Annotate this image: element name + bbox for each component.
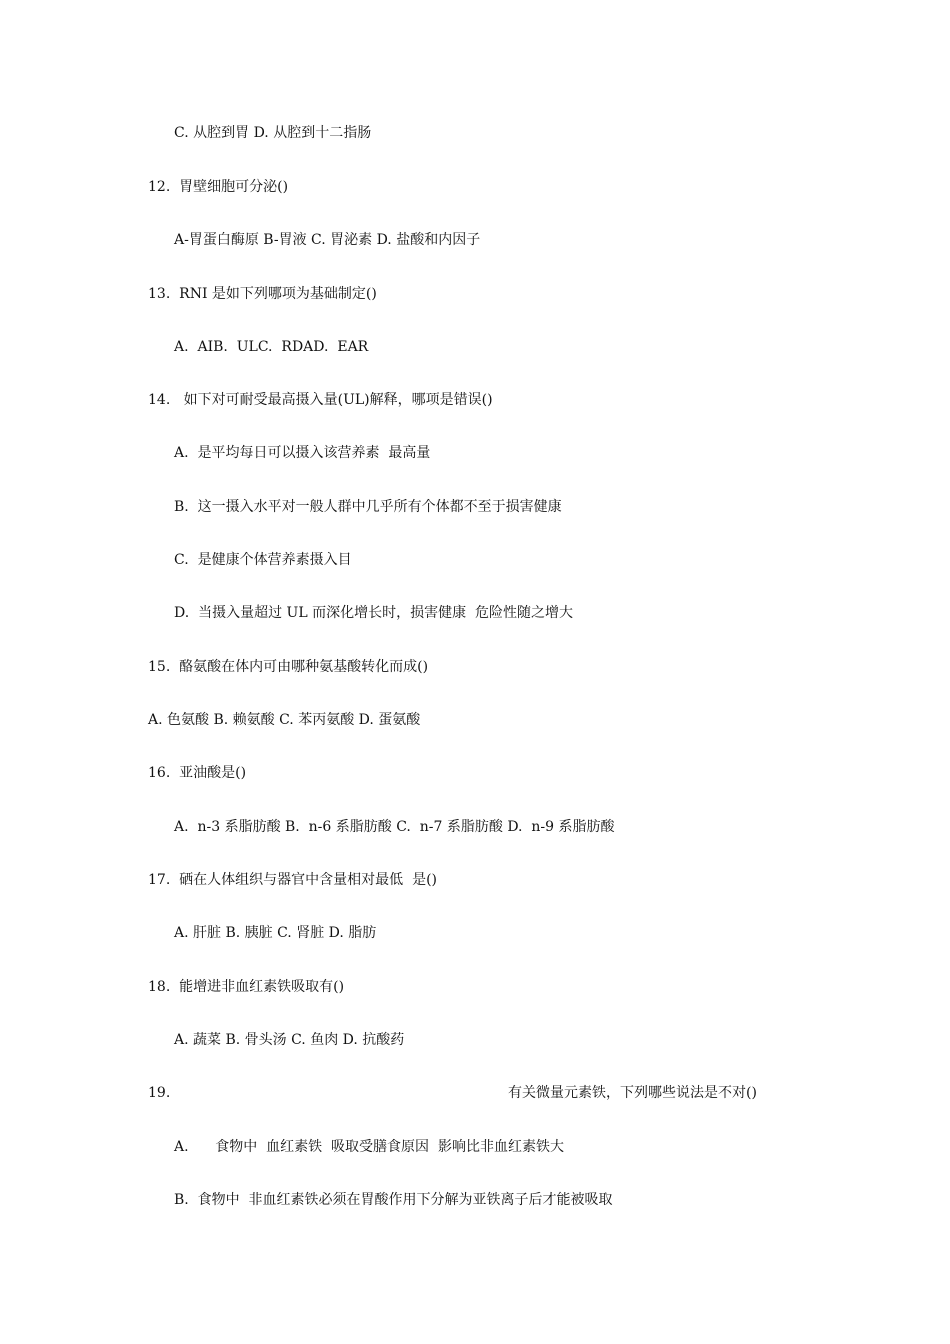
q18-question: 18. 能增进非血红素铁吸取有() — [148, 979, 345, 995]
q15-options: A. 色氨酸 B. 赖氨酸 C. 苯丙氨酸 D. 蛋氨酸 — [148, 712, 421, 728]
q12-question: 12. 胃壁细胞可分泌() — [148, 179, 289, 195]
q19-question: 有关微量元素铁，下列哪些说法是不对() — [508, 1085, 757, 1101]
q14-question: 14. 如下对可耐受最高摄入量(UL)解释，哪项是错误() — [148, 392, 493, 408]
q16-options: A. n-3 系脂肪酸 B. n-6 系脂肪酸 C. n-7 系脂肪酸 D. n-9 系脂肪酸 — [174, 819, 615, 835]
q15-question: 15. 酪氨酸在体内可由哪种氨基酸转化而成() — [148, 659, 429, 675]
q18-options: A. 蔬菜 B. 骨头汤 C. 鱼肉 D. 抗酸药 — [174, 1032, 405, 1048]
q17-options: A. 肝脏 B. 胰脏 C. 肾脏 D. 脂肪 — [174, 925, 377, 941]
q14-option-c: C. 是健康个体营养素摄入目 — [174, 552, 352, 568]
q14-option-a: A. 是平均每日可以摄入该营养素 最高量 — [174, 445, 431, 461]
q17-question: 17. 硒在人体组织与器官中含量相对最低 是() — [148, 872, 437, 888]
q14-option-b: B. 这一摄入水平对一般人群中几乎所有个体都不至于损害健康 — [174, 499, 562, 515]
q19-option-a: A. 食物中 血红素铁 吸取受膳食原因 影响比非血红素铁大 — [174, 1139, 564, 1155]
q19-option-b: B. 食物中 非血红素铁必须在胃酸作用下分解为亚铁离子后才能被吸取 — [174, 1192, 613, 1208]
q16-question: 16. 亚油酸是() — [148, 765, 247, 781]
q11-options-cd: C. 从腔到胃 D. 从腔到十二指肠 — [174, 125, 372, 141]
q14-option-d: D. 当摄入量超过 UL 而深化增长时，损害健康 危险性随之增大 — [174, 605, 573, 621]
q13-question: 13. RNI 是如下列哪项为基础制定() — [148, 286, 377, 302]
q13-options: A. AIB. ULC. RDAD. EAR — [174, 339, 369, 355]
q12-options: A-胃蛋白酶原 B-胃液 C. 胃泌素 D. 盐酸和内因子 — [174, 232, 481, 248]
q19-number: 19. — [148, 1085, 171, 1101]
